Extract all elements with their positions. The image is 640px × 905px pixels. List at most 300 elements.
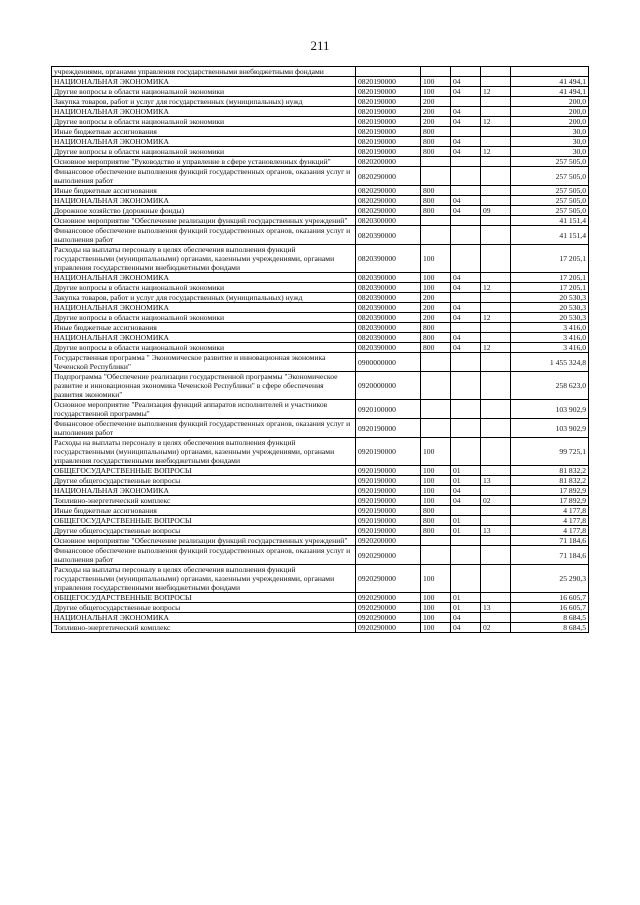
row-vr-cell: 100	[421, 496, 451, 506]
row-csr-cell: 0820390000	[356, 245, 421, 273]
row-name-cell: Другие вопросы в области национальной экономики	[52, 283, 356, 293]
row-sum-cell: 257 505,0	[511, 196, 589, 206]
row-name-cell: Подпрограмма "Обеспечение реализации государственной программы "Экономическое развитие и инновационная экономика Чеченской Республики" в сфере обеспечения развития экономики"	[52, 372, 356, 400]
row-name-cell: Финансовое обеспечение выполнения функций государственных органов, оказания услуг и выполнения работ	[52, 546, 356, 565]
row-csr-cell: 0920190000	[356, 496, 421, 506]
row-pr-cell	[481, 565, 511, 593]
row-csr-cell: 0920190000	[356, 516, 421, 526]
row-vr-cell: 100	[421, 77, 451, 87]
row-csr-cell	[356, 67, 421, 77]
row-vr-cell	[421, 167, 451, 186]
table-row	[52, 516, 589, 526]
row-vr-cell: 800	[421, 323, 451, 333]
row-sum-cell: 103 902,9	[511, 419, 589, 438]
row-pr-cell: 13	[481, 476, 511, 486]
row-vr-cell: 800	[421, 343, 451, 353]
row-csr-cell: 0920190000	[356, 419, 421, 438]
row-pr-cell	[481, 506, 511, 516]
row-rz-cell: 04	[451, 343, 481, 353]
row-rz-cell: 04	[451, 313, 481, 323]
row-name-cell: Другие общегосударственные вопросы	[52, 526, 356, 536]
row-pr-cell	[481, 486, 511, 496]
row-vr-cell: 200	[421, 293, 451, 303]
row-rz-cell: 04	[451, 137, 481, 147]
row-csr-cell: 0920290000	[356, 613, 421, 623]
row-sum-cell: 257 505,0	[511, 206, 589, 216]
table-row	[52, 167, 589, 186]
table-row	[52, 613, 589, 623]
row-csr-cell: 0820390000	[356, 343, 421, 353]
row-vr-cell: 100	[421, 476, 451, 486]
row-name-cell: Иные бюджетные ассигнования	[52, 323, 356, 333]
row-csr-cell: 0920290000	[356, 546, 421, 565]
row-name-cell: НАЦИОНАЛЬНАЯ ЭКОНОМИКА	[52, 486, 356, 496]
row-name-cell: ОБЩЕГОСУДАРСТВЕННЫЕ ВОПРОСЫ	[52, 516, 356, 526]
table-row	[52, 67, 589, 77]
row-rz-cell	[451, 167, 481, 186]
row-pr-cell: 12	[481, 147, 511, 157]
row-name-cell: Государственная программа " Экономическое развитие и инновационная экономика Чеченской Республики"	[52, 353, 356, 372]
row-vr-cell: 200	[421, 303, 451, 313]
row-sum-cell: 17 892,9	[511, 486, 589, 496]
row-pr-cell	[481, 546, 511, 565]
row-sum-cell: 8 684,5	[511, 613, 589, 623]
row-pr-cell	[481, 127, 511, 137]
row-pr-cell	[481, 293, 511, 303]
row-name-cell: Закупка товаров, работ и услуг для государственных (муниципальных) нужд	[52, 97, 356, 107]
row-vr-cell: 100	[421, 613, 451, 623]
row-csr-cell: 0920290000	[356, 565, 421, 593]
row-rz-cell: 01	[451, 476, 481, 486]
table-row	[52, 343, 589, 353]
row-name-cell: Расходы на выплаты персоналу в целях обеспечения выполнения функций государственными (муниципальными) органами, казенными учреждениями, органами управления государственными внебюджетными фондами	[52, 565, 356, 593]
row-pr-cell	[481, 273, 511, 283]
row-pr-cell	[481, 216, 511, 226]
row-sum-cell: 71 184,6	[511, 536, 589, 546]
row-pr-cell	[481, 97, 511, 107]
table-row	[52, 486, 589, 496]
row-sum-cell: 20 530,3	[511, 313, 589, 323]
row-pr-cell	[481, 353, 511, 372]
row-sum-cell: 81 832,2	[511, 466, 589, 476]
row-sum-cell: 257 505,0	[511, 186, 589, 196]
row-pr-cell	[481, 516, 511, 526]
row-csr-cell: 0820390000	[356, 333, 421, 343]
row-name-cell: Основное мероприятие "Обеспечение реализации функций государственных учреждений"	[52, 216, 356, 226]
row-pr-cell	[481, 400, 511, 419]
row-pr-cell	[481, 466, 511, 476]
table-row	[52, 245, 589, 273]
row-pr-cell	[481, 137, 511, 147]
row-vr-cell: 800	[421, 206, 451, 216]
row-pr-cell	[481, 372, 511, 400]
table-row	[52, 137, 589, 147]
row-sum-cell: 17 892,9	[511, 496, 589, 506]
row-sum-cell: 41 494,1	[511, 77, 589, 87]
row-rz-cell: 04	[451, 613, 481, 623]
row-rz-cell	[451, 67, 481, 77]
row-rz-cell	[451, 438, 481, 466]
row-vr-cell	[421, 353, 451, 372]
row-sum-cell: 200,0	[511, 97, 589, 107]
table-row	[52, 273, 589, 283]
row-rz-cell: 01	[451, 603, 481, 613]
table-row	[52, 303, 589, 313]
row-csr-cell: 0820390000	[356, 323, 421, 333]
row-name-cell: Топливно-энергетический комплекс	[52, 496, 356, 506]
row-name-cell: НАЦИОНАЛЬНАЯ ЭКОНОМИКА	[52, 273, 356, 283]
row-vr-cell	[421, 536, 451, 546]
table-row	[52, 546, 589, 565]
row-rz-cell	[451, 157, 481, 167]
row-csr-cell: 0920000000	[356, 372, 421, 400]
row-vr-cell: 800	[421, 526, 451, 536]
table-row	[52, 77, 589, 87]
row-name-cell: Финансовое обеспечение выполнения функций государственных органов, оказания услуг и выполнения работ	[52, 226, 356, 245]
table-row	[52, 466, 589, 476]
row-rz-cell	[451, 400, 481, 419]
row-vr-cell: 800	[421, 506, 451, 516]
row-rz-cell	[451, 186, 481, 196]
row-vr-cell: 100	[421, 565, 451, 593]
table-row	[52, 603, 589, 613]
row-rz-cell: 04	[451, 333, 481, 343]
table-row	[52, 400, 589, 419]
row-sum-cell: 257 505,0	[511, 157, 589, 167]
row-csr-cell: 0820290000	[356, 206, 421, 216]
row-csr-cell: 0820390000	[356, 226, 421, 245]
row-name-cell: Иные бюджетные ассигнования	[52, 127, 356, 137]
row-sum-cell: 4 177,8	[511, 516, 589, 526]
row-pr-cell	[481, 333, 511, 343]
row-pr-cell: 12	[481, 87, 511, 97]
table-row	[52, 107, 589, 117]
row-name-cell: Расходы на выплаты персоналу в целях обеспечения выполнения функций государственными (муниципальными) органами, казенными учреждениями, органами управления государственными внебюджетными фондами	[52, 438, 356, 466]
table-row	[52, 526, 589, 536]
row-vr-cell: 800	[421, 516, 451, 526]
row-csr-cell: 0820190000	[356, 107, 421, 117]
table-row	[52, 353, 589, 372]
row-name-cell: НАЦИОНАЛЬНАЯ ЭКОНОМИКА	[52, 196, 356, 206]
row-csr-cell: 0820200000	[356, 157, 421, 167]
row-sum-cell: 99 725,1	[511, 438, 589, 466]
row-name-cell: Основное мероприятие "Обеспечение реализации функций государственных учреждений"	[52, 536, 356, 546]
row-pr-cell	[481, 613, 511, 623]
table-row	[52, 313, 589, 323]
row-rz-cell: 04	[451, 623, 481, 633]
row-pr-cell	[481, 438, 511, 466]
row-pr-cell: 02	[481, 623, 511, 633]
row-vr-cell	[421, 372, 451, 400]
table-row	[52, 97, 589, 107]
row-name-cell: Основное мероприятие "Руководство и управление в сфере установленных функций"	[52, 157, 356, 167]
row-name-cell: НАЦИОНАЛЬНАЯ ЭКОНОМИКА	[52, 333, 356, 343]
row-csr-cell: 0820190000	[356, 87, 421, 97]
row-pr-cell	[481, 196, 511, 206]
row-rz-cell: 01	[451, 526, 481, 536]
row-rz-cell	[451, 127, 481, 137]
row-sum-cell: 41 151,4	[511, 226, 589, 245]
row-vr-cell: 100	[421, 486, 451, 496]
row-name-cell: Другие общегосударственные вопросы	[52, 603, 356, 613]
row-pr-cell	[481, 186, 511, 196]
row-pr-cell	[481, 593, 511, 603]
row-sum-cell: 257 505,0	[511, 167, 589, 186]
row-name-cell: НАЦИОНАЛЬНАЯ ЭКОНОМИКА	[52, 77, 356, 87]
row-vr-cell: 100	[421, 245, 451, 273]
row-sum-cell: 30,0	[511, 147, 589, 157]
row-sum-cell: 20 530,3	[511, 303, 589, 313]
row-rz-cell: 04	[451, 77, 481, 87]
row-rz-cell	[451, 419, 481, 438]
row-vr-cell: 800	[421, 186, 451, 196]
row-name-cell: Расходы на выплаты персоналу в целях обеспечения выполнения функций государственными (муниципальными) органами, казенными учреждениями, органами управления государственными внебюджетными фондами	[52, 245, 356, 273]
row-pr-cell: 12	[481, 313, 511, 323]
row-sum-cell: 17 205,1	[511, 273, 589, 283]
row-rz-cell	[451, 506, 481, 516]
row-name-cell: Иные бюджетные ассигнования	[52, 186, 356, 196]
row-csr-cell: 0920190000	[356, 526, 421, 536]
row-name-cell: Другие вопросы в области национальной экономики	[52, 343, 356, 353]
row-rz-cell	[451, 245, 481, 273]
row-pr-cell	[481, 536, 511, 546]
row-csr-cell: 0820290000	[356, 167, 421, 186]
row-vr-cell: 800	[421, 147, 451, 157]
row-csr-cell: 0920190000	[356, 476, 421, 486]
row-pr-cell: 09	[481, 206, 511, 216]
row-csr-cell: 0920290000	[356, 603, 421, 613]
table-row	[52, 157, 589, 167]
row-sum-cell: 30,0	[511, 127, 589, 137]
row-csr-cell: 0920290000	[356, 623, 421, 633]
row-csr-cell: 0820300000	[356, 216, 421, 226]
table-row	[52, 565, 589, 593]
row-sum-cell: 16 605,7	[511, 593, 589, 603]
row-csr-cell: 0820290000	[356, 186, 421, 196]
row-csr-cell: 0820390000	[356, 293, 421, 303]
row-pr-cell	[481, 303, 511, 313]
row-rz-cell	[451, 216, 481, 226]
row-name-cell: Дорожное хозяйство (дорожные фонды)	[52, 206, 356, 216]
row-vr-cell: 800	[421, 137, 451, 147]
row-rz-cell	[451, 546, 481, 565]
row-csr-cell: 0920290000	[356, 593, 421, 603]
row-sum-cell: 3 416,0	[511, 343, 589, 353]
row-name-cell: Другие вопросы в области национальной экономики	[52, 313, 356, 323]
table-row	[52, 506, 589, 516]
table-row	[52, 476, 589, 486]
row-csr-cell: 0820190000	[356, 117, 421, 127]
table-row	[52, 593, 589, 603]
row-csr-cell: 0820190000	[356, 137, 421, 147]
row-rz-cell	[451, 293, 481, 303]
row-rz-cell: 04	[451, 196, 481, 206]
row-rz-cell: 04	[451, 117, 481, 127]
row-name-cell: Финансовое обеспечение выполнения функций государственных органов, оказания услуг и выполнения работ	[52, 167, 356, 186]
row-pr-cell: 12	[481, 117, 511, 127]
row-vr-cell: 100	[421, 87, 451, 97]
row-csr-cell: 0920190000	[356, 466, 421, 476]
row-csr-cell: 0900000000	[356, 353, 421, 372]
row-sum-cell: 258 623,0	[511, 372, 589, 400]
row-pr-cell	[481, 167, 511, 186]
row-name-cell: Другие общегосударственные вопросы	[52, 476, 356, 486]
row-pr-cell	[481, 77, 511, 87]
table-row	[52, 438, 589, 466]
row-rz-cell: 04	[451, 283, 481, 293]
row-vr-cell	[421, 226, 451, 245]
row-pr-cell: 13	[481, 603, 511, 613]
row-sum-cell: 41 494,1	[511, 87, 589, 97]
row-csr-cell: 0920100000	[356, 400, 421, 419]
row-name-cell: Топливно-энергетический комплекс	[52, 623, 356, 633]
row-vr-cell: 100	[421, 283, 451, 293]
row-vr-cell	[421, 419, 451, 438]
row-name-cell: учреждениями, органами управления государственными внебюджетными фондами	[52, 67, 356, 77]
row-vr-cell: 100	[421, 623, 451, 633]
row-sum-cell: 30,0	[511, 137, 589, 147]
budget-table	[51, 66, 589, 633]
row-rz-cell: 01	[451, 516, 481, 526]
row-name-cell: Иные бюджетные ассигнования	[52, 506, 356, 516]
table-row	[52, 226, 589, 245]
row-name-cell: Другие вопросы в области национальной экономики	[52, 147, 356, 157]
row-sum-cell: 103 902,9	[511, 400, 589, 419]
table-row	[52, 496, 589, 506]
row-rz-cell	[451, 226, 481, 245]
row-name-cell: Другие вопросы в области национальной экономики	[52, 117, 356, 127]
row-pr-cell	[481, 419, 511, 438]
row-rz-cell: 01	[451, 593, 481, 603]
row-sum-cell: 17 205,1	[511, 283, 589, 293]
row-vr-cell: 100	[421, 438, 451, 466]
table-row	[52, 372, 589, 400]
row-vr-cell	[421, 400, 451, 419]
page-number: 211	[310, 38, 330, 53]
row-sum-cell: 8 684,5	[511, 623, 589, 633]
row-rz-cell	[451, 97, 481, 107]
row-csr-cell: 0920200000	[356, 536, 421, 546]
row-csr-cell: 0920190000	[356, 506, 421, 516]
row-pr-cell	[481, 67, 511, 77]
table-row	[52, 87, 589, 97]
row-vr-cell: 100	[421, 466, 451, 476]
row-rz-cell: 04	[451, 87, 481, 97]
row-csr-cell: 0820390000	[356, 283, 421, 293]
row-name-cell: Закупка товаров, работ и услуг для государственных (муниципальных) нужд	[52, 293, 356, 303]
row-csr-cell: 0820290000	[356, 196, 421, 206]
row-name-cell: НАЦИОНАЛЬНАЯ ЭКОНОМИКА	[52, 107, 356, 117]
row-pr-cell	[481, 245, 511, 273]
row-sum-cell: 25 290,3	[511, 565, 589, 593]
budget-table-body	[52, 67, 589, 633]
row-rz-cell: 04	[451, 496, 481, 506]
row-rz-cell: 04	[451, 206, 481, 216]
row-rz-cell: 04	[451, 486, 481, 496]
row-pr-cell	[481, 107, 511, 117]
table-row	[52, 623, 589, 633]
row-csr-cell: 0820390000	[356, 313, 421, 323]
row-pr-cell	[481, 226, 511, 245]
row-name-cell: НАЦИОНАЛЬНАЯ ЭКОНОМИКА	[52, 613, 356, 623]
row-vr-cell: 800	[421, 196, 451, 206]
row-pr-cell: 12	[481, 343, 511, 353]
row-vr-cell: 200	[421, 107, 451, 117]
row-vr-cell	[421, 546, 451, 565]
row-pr-cell	[481, 157, 511, 167]
row-sum-cell: 3 416,0	[511, 333, 589, 343]
table-row	[52, 196, 589, 206]
row-sum-cell: 17 205,1	[511, 245, 589, 273]
row-csr-cell: 0920190000	[356, 438, 421, 466]
row-name-cell: Другие вопросы в области национальной экономики	[52, 87, 356, 97]
table-row	[52, 333, 589, 343]
row-vr-cell	[421, 216, 451, 226]
row-rz-cell: 01	[451, 466, 481, 476]
row-csr-cell: 0820190000	[356, 97, 421, 107]
table-row	[52, 186, 589, 196]
table-row	[52, 536, 589, 546]
table-row	[52, 206, 589, 216]
row-pr-cell: 13	[481, 526, 511, 536]
row-csr-cell: 0820190000	[356, 127, 421, 137]
row-pr-cell	[481, 323, 511, 333]
row-name-cell: Основное мероприятие "Реализация функций аппаратов исполнителей и участников государственной программы"	[52, 400, 356, 419]
table-row	[52, 117, 589, 127]
row-csr-cell: 0920190000	[356, 486, 421, 496]
row-pr-cell: 02	[481, 496, 511, 506]
table-row	[52, 216, 589, 226]
row-name-cell: ОБЩЕГОСУДАРСТВЕННЫЕ ВОПРОСЫ	[52, 593, 356, 603]
row-vr-cell	[421, 157, 451, 167]
row-rz-cell	[451, 536, 481, 546]
row-csr-cell: 0820390000	[356, 273, 421, 283]
row-rz-cell: 04	[451, 147, 481, 157]
row-rz-cell: 04	[451, 303, 481, 313]
row-vr-cell: 100	[421, 273, 451, 283]
row-csr-cell: 0820190000	[356, 77, 421, 87]
row-sum-cell: 3 416,0	[511, 323, 589, 333]
row-rz-cell	[451, 372, 481, 400]
row-sum-cell: 71 184,6	[511, 546, 589, 565]
row-name-cell: ОБЩЕГОСУДАРСТВЕННЫЕ ВОПРОСЫ	[52, 466, 356, 476]
row-vr-cell: 200	[421, 313, 451, 323]
row-csr-cell: 0820390000	[356, 303, 421, 313]
row-sum-cell: 41 151,4	[511, 216, 589, 226]
table-row	[52, 147, 589, 157]
row-sum-cell: 1 455 324,8	[511, 353, 589, 372]
row-sum-cell: 20 530,3	[511, 293, 589, 303]
table-row	[52, 419, 589, 438]
table-row	[52, 127, 589, 137]
row-sum-cell	[511, 67, 589, 77]
row-sum-cell: 200,0	[511, 107, 589, 117]
row-vr-cell: 800	[421, 333, 451, 343]
row-sum-cell: 4 177,8	[511, 526, 589, 536]
table-row	[52, 283, 589, 293]
table-row	[52, 293, 589, 303]
row-rz-cell	[451, 565, 481, 593]
row-vr-cell: 100	[421, 603, 451, 613]
row-name-cell: НАЦИОНАЛЬНАЯ ЭКОНОМИКА	[52, 137, 356, 147]
row-rz-cell: 04	[451, 273, 481, 283]
row-sum-cell: 81 832,2	[511, 476, 589, 486]
row-sum-cell: 4 177,8	[511, 506, 589, 516]
row-rz-cell	[451, 353, 481, 372]
row-csr-cell: 0820190000	[356, 147, 421, 157]
row-rz-cell	[451, 323, 481, 333]
row-sum-cell: 200,0	[511, 117, 589, 127]
